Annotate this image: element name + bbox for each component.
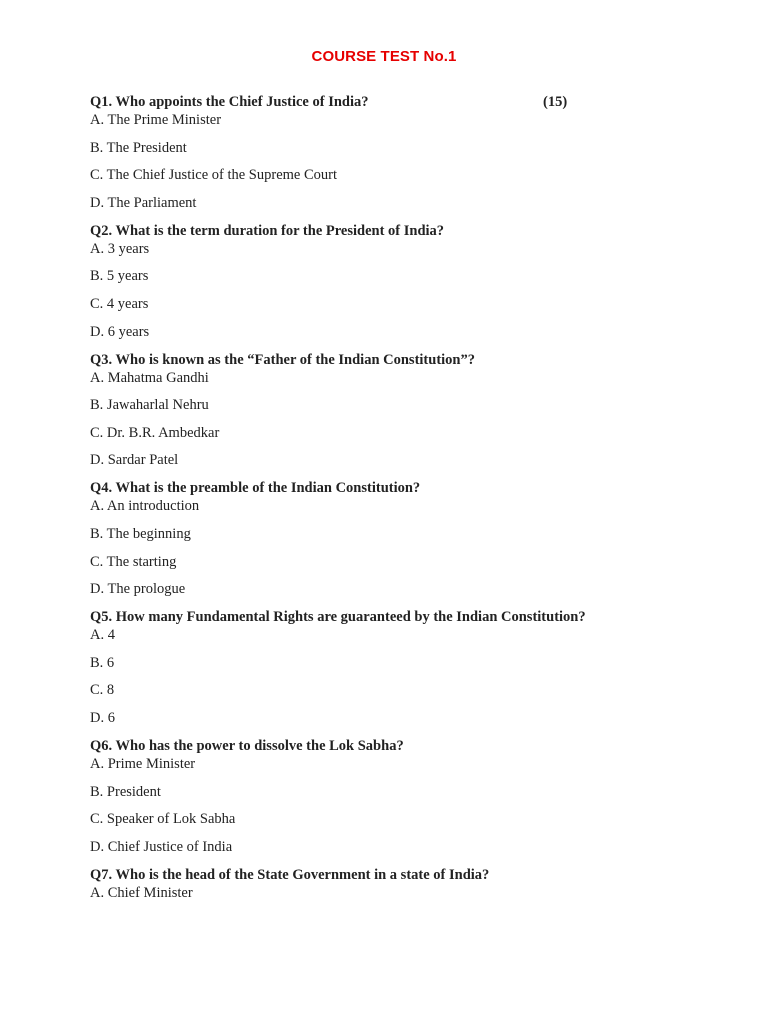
- option-3d: D. Sardar Patel: [90, 452, 179, 469]
- question-5: [90, 608, 710, 727]
- option-4a: A. An introduction: [90, 498, 200, 515]
- question-1-text: Q1. Who appoints the Chief Justice of India?: [90, 94, 369, 110]
- option-2c: C. 4 years: [90, 295, 149, 312]
- option-2d: D. 6 years: [90, 323, 150, 340]
- question-4-text: Q4. What is the preamble of the Indian Constitution?: [90, 480, 421, 497]
- question-2: [90, 222, 710, 341]
- option-2a: A. 3 years: [90, 240, 150, 257]
- question-6-text: Q6. Who has the power to dissolve the Lok Sabha?: [90, 737, 404, 754]
- question-7: [90, 866, 710, 902]
- question-6: [90, 737, 710, 856]
- option-5d: D. 6: [90, 709, 115, 726]
- option-1a: A. The Prime Minister: [90, 112, 222, 128]
- question-5-text: Q5. How many Fundamental Rights are guaranteed by the Indian Constitution?: [90, 609, 586, 626]
- option-4b: B. The beginning: [90, 525, 191, 542]
- question-list: [90, 93, 710, 902]
- question-2-text: Q2. What is the term duration for the President of India?: [90, 222, 445, 239]
- page-title: COURSE TEST No.1: [311, 48, 457, 65]
- option-6c: C. Speaker of Lok Sabha: [90, 811, 236, 828]
- option-3a: A. Mahatma Gandhi: [90, 369, 209, 386]
- option-7a: A. Chief Minister: [90, 884, 193, 901]
- option-1b: B. The President: [90, 139, 187, 156]
- option-6d: D. Chief Justice of India: [90, 838, 233, 855]
- option-3b: B. Jawaharlal Nehru: [90, 397, 209, 414]
- option-4c: C. The starting: [90, 553, 177, 570]
- marks-label: (15): [543, 94, 568, 110]
- option-3c: C. Dr. B.R. Ambedkar: [90, 424, 220, 441]
- question-4: [90, 479, 710, 598]
- option-6a: A. Prime Minister: [90, 755, 196, 772]
- option-1c: C. The Chief Justice of the Supreme Court: [90, 167, 337, 184]
- option-5a: A. 4: [90, 627, 115, 644]
- option-2b: B. 5 years: [90, 268, 149, 285]
- option-4d: D. The prologue: [90, 581, 186, 598]
- option-5b: B. 6: [90, 654, 115, 671]
- option-6b: B. President: [90, 783, 161, 800]
- option-1d: D. The Parliament: [90, 194, 197, 211]
- question-3-text: Q3. Who is known as the “Father of the Indian Constitution”?: [90, 351, 475, 368]
- option-5c: C. 8: [90, 682, 115, 699]
- question-text: [90, 93, 710, 111]
- question-1: [90, 93, 710, 212]
- question-3: [90, 351, 710, 470]
- question-7-text: Q7. Who is the head of the State Government in a state of India?: [90, 866, 490, 883]
